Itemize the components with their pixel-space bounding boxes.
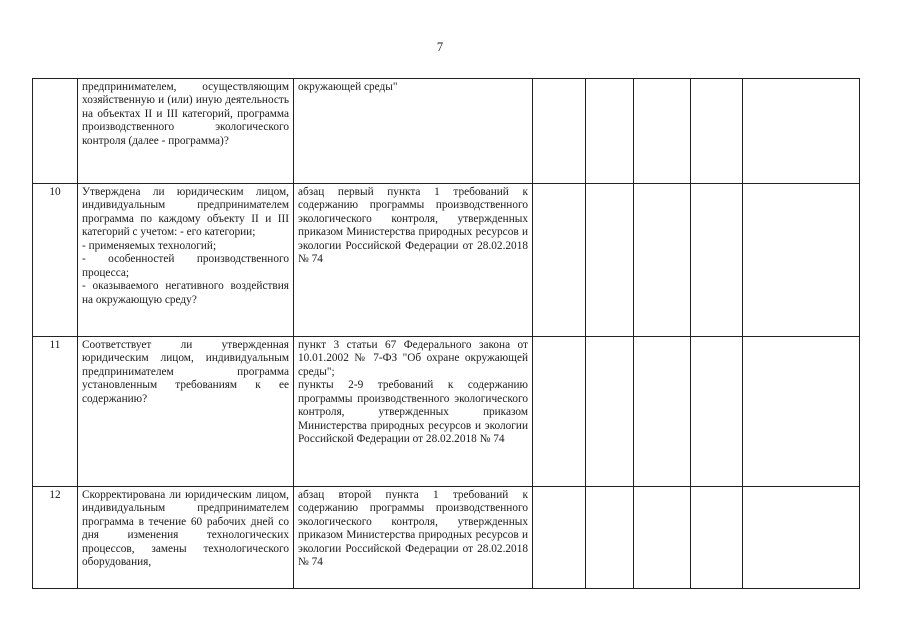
table-row bbox=[33, 79, 860, 184]
blank-cell bbox=[586, 337, 634, 487]
blank-cell bbox=[691, 79, 743, 184]
page-number: 7 bbox=[436, 40, 444, 54]
blank-cell bbox=[743, 79, 860, 184]
blank-cell bbox=[634, 337, 691, 487]
reference-text: окружающей среды" bbox=[298, 81, 398, 93]
reference-cell bbox=[294, 337, 533, 487]
reference-cell bbox=[294, 79, 533, 184]
question-cell: предпринимателем, осуществляющим хозяйственную и (или) иную деятельность на объектах II и III категорий, программа производственного экологического контроля (далее - программа)? bbox=[78, 79, 294, 184]
table-row bbox=[33, 337, 860, 487]
blank-cell bbox=[691, 487, 743, 589]
blank-cell bbox=[533, 487, 586, 589]
table-row bbox=[33, 487, 860, 589]
blank-cell bbox=[586, 79, 634, 184]
blank-cell bbox=[634, 79, 691, 184]
row-number bbox=[33, 79, 78, 184]
question-line: - оказываемого негативного воздействия на окружающую среду? bbox=[82, 280, 289, 306]
question-line: - особенностей производственного процесса; bbox=[82, 253, 289, 279]
reference-cell bbox=[294, 184, 533, 337]
blank-cell bbox=[533, 79, 586, 184]
blank-cell bbox=[586, 184, 634, 337]
reference-text: пункты 2-9 требований к содержанию программы производственного экологического контроля, утвержденных приказом Министерства природных ресурсов и экологии Российской Федерации от 28.02.2018 № 74 bbox=[298, 379, 528, 446]
blank-cell bbox=[691, 337, 743, 487]
question-cell bbox=[78, 184, 294, 337]
question-line: - применяемых технологий; bbox=[82, 239, 217, 252]
question-line: Утверждена ли юридическим лицом, индивидуальным предпринимателем программа по каждому объекту II и III категорий с учетом: - его категории; bbox=[82, 186, 289, 239]
reference-text: пункт 3 статьи 67 Федерального закона от 10.01.2002 № 7-ФЗ "Об охране окружающей среды"; bbox=[298, 339, 528, 378]
blank-cell bbox=[743, 337, 860, 487]
blank-cell bbox=[634, 184, 691, 337]
blank-cell bbox=[533, 337, 586, 487]
blank-cell bbox=[691, 184, 743, 337]
table-row bbox=[33, 184, 860, 337]
blank-cell bbox=[533, 184, 586, 337]
question-cell: Соответствует ли утвержденная юридическим лицом, индивидуальным предпринимателем программа установленным требованиям к ее содержанию? bbox=[78, 337, 294, 487]
reference-cell bbox=[294, 487, 533, 589]
reference-text: абзац первый пункта 1 требований к содержанию программы производственного экологического контроля, утвержденных приказом Министерства природных ресурсов и экологии Российской Федерации от 28.02.2018 № 74 bbox=[298, 186, 528, 266]
reference-text: абзац второй пункта 1 требований к содержанию программы производственного экологического контроля, утвержденных приказом Министерства природных ресурсов и экологии Российской Федерации от 28.02.2018 № 74 bbox=[298, 489, 528, 569]
blank-cell bbox=[586, 487, 634, 589]
row-number: 10 bbox=[33, 184, 78, 337]
blank-cell bbox=[634, 487, 691, 589]
blank-cell bbox=[743, 487, 860, 589]
question-cell: Скорректирована ли юридическим лицом, индивидуальным предпринимателем программа в течение 60 рабочих дней со дня изменения технологических процессов, замены технологического оборудования, bbox=[78, 487, 294, 589]
row-number: 12 bbox=[33, 487, 78, 589]
checklist-table bbox=[32, 78, 860, 589]
row-number: 11 bbox=[33, 337, 78, 487]
blank-cell bbox=[743, 184, 860, 337]
